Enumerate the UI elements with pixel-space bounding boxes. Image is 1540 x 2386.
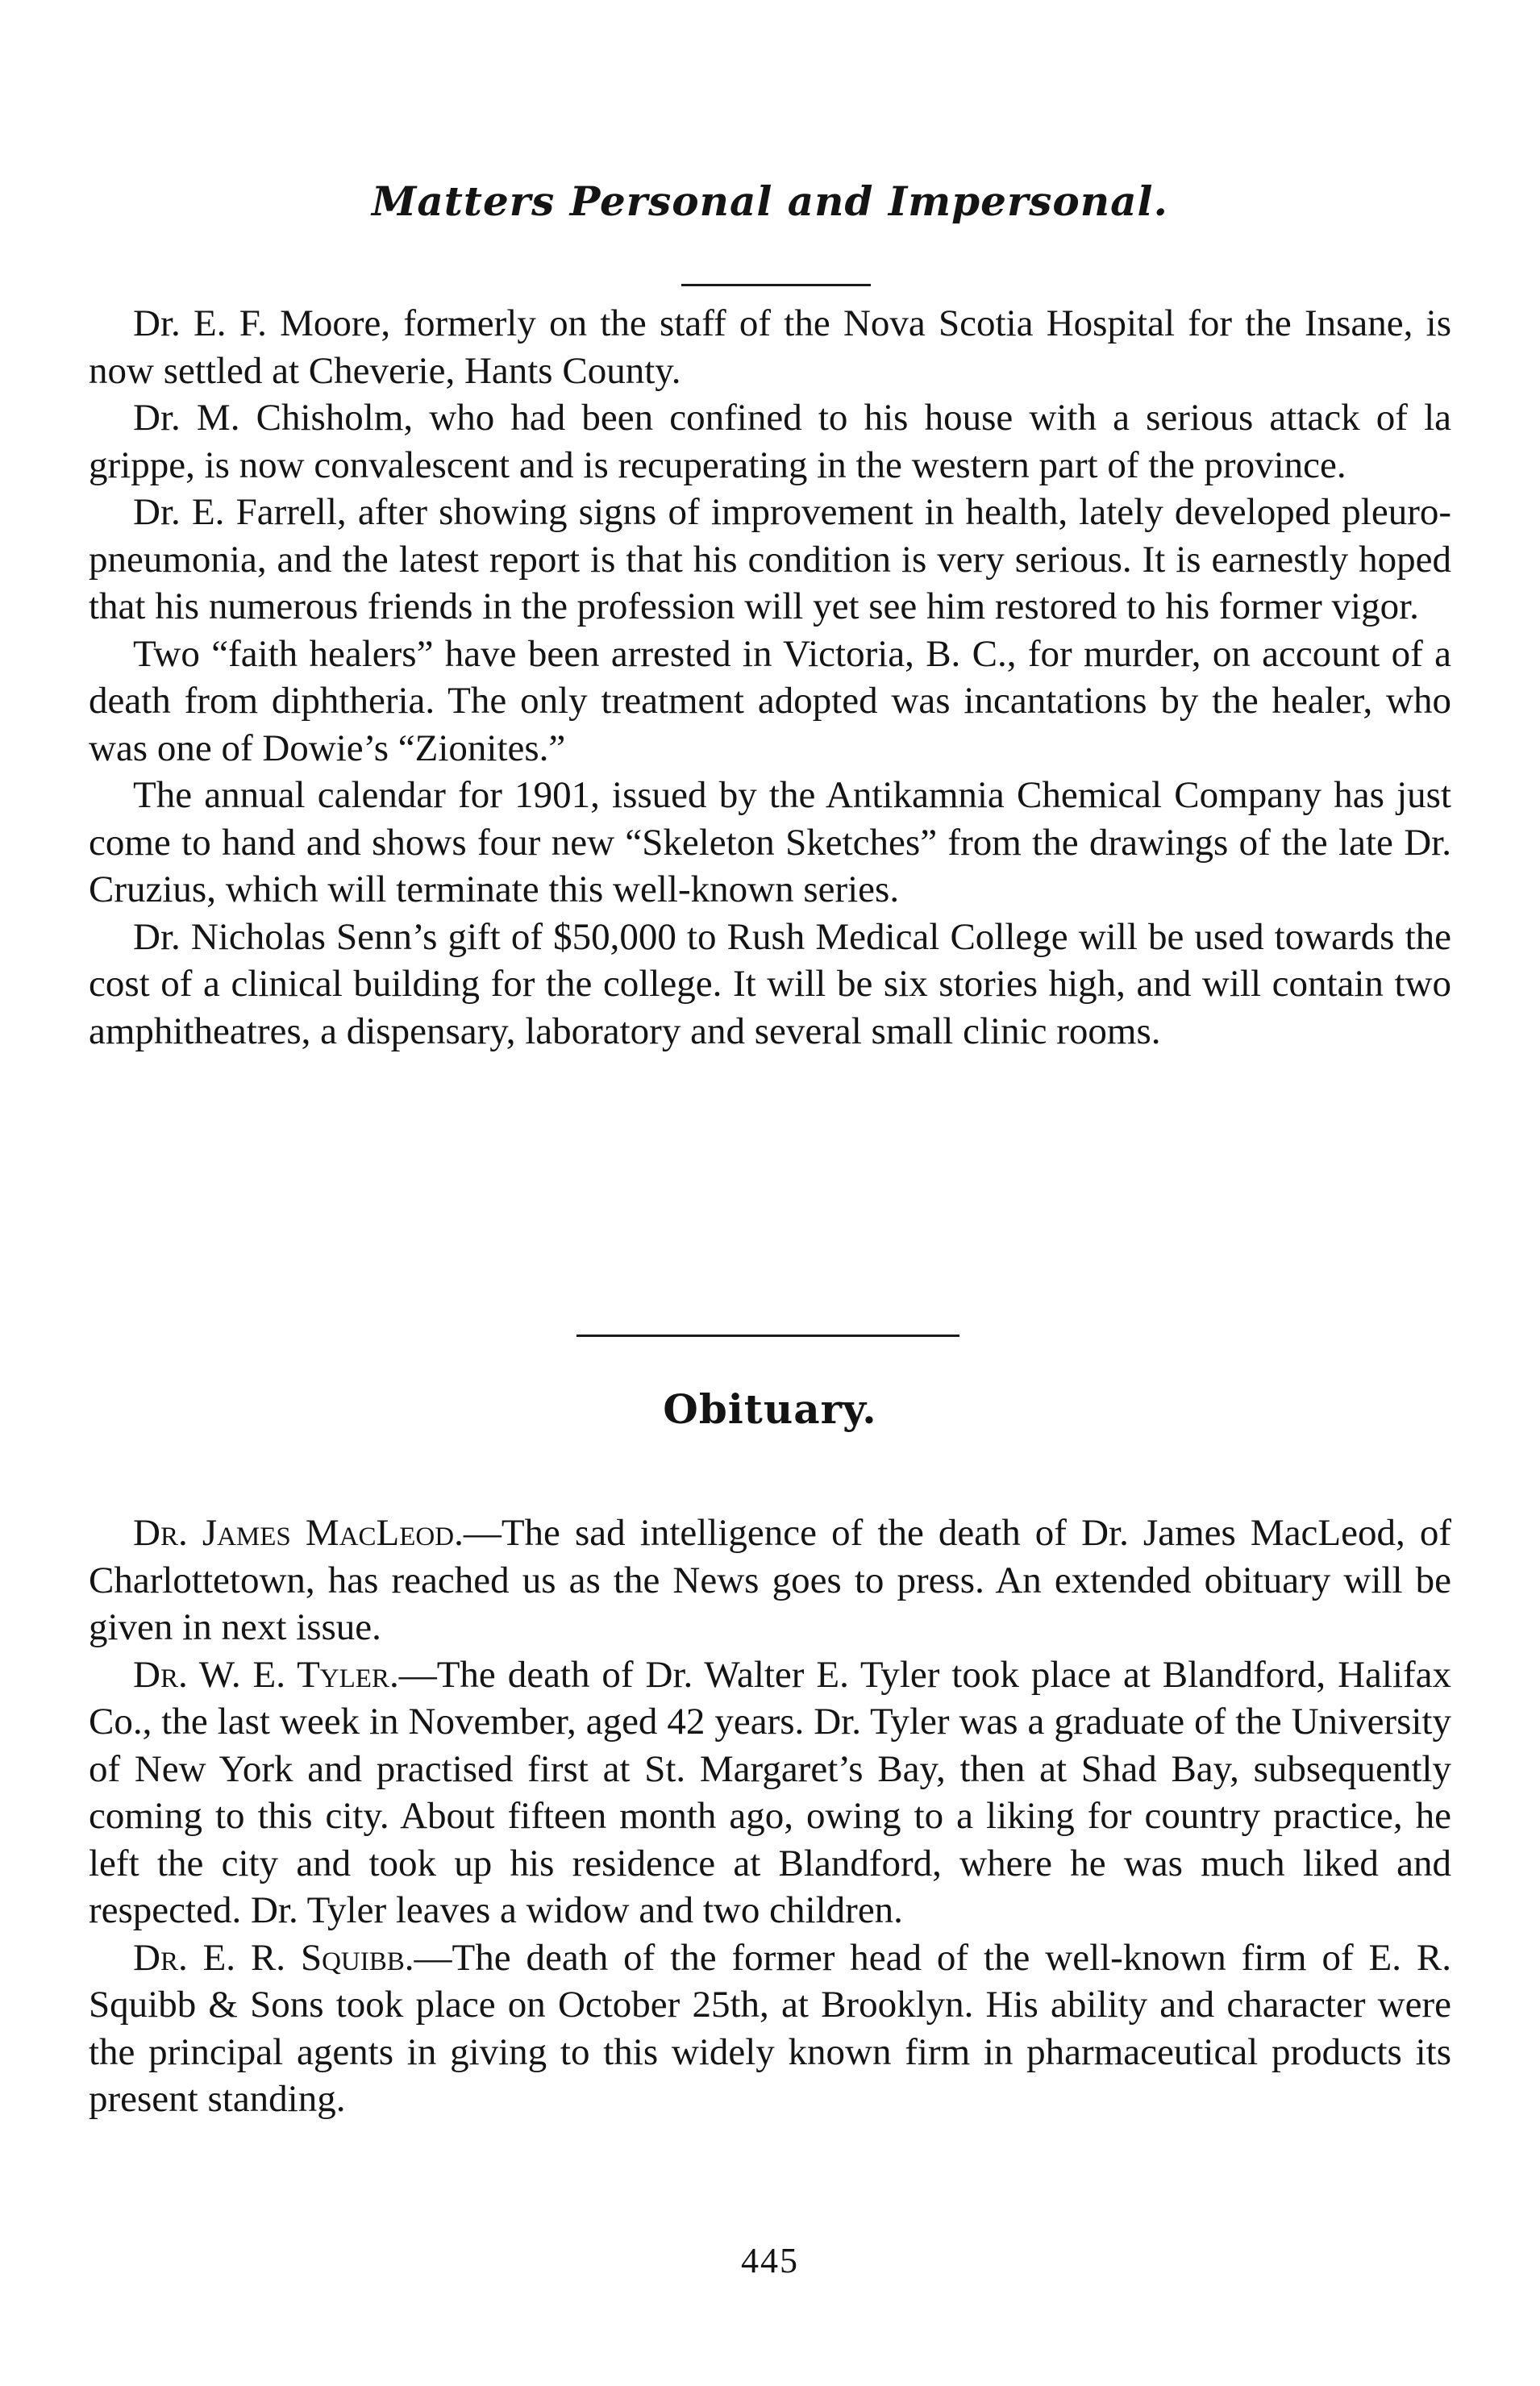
paragraph-senn: Dr. Nicholas Senn’s gift of $50,000 to Rush Medical College will be used towards the cost of a clinical building for the college. It will be six stories high, and will contain two amphitheatres, a dispensary, laboratory and several small clinic rooms. xyxy=(89,915,1451,1052)
obituary-name: Dr. E. R. Squibb. xyxy=(133,1936,414,1979)
obituary-name: Dr. W. E. Tyler. xyxy=(133,1653,399,1696)
section-divider xyxy=(576,1335,959,1337)
obituary-text: —The death of the former head of the well-known firm of E. R. Squibb & Sons took place on October 25th, at Brooklyn. His ability and character were the principal agents in giving to this widely known firm in pharmaceutical products its present standing. xyxy=(89,1936,1451,2120)
page-number: 445 xyxy=(741,2241,799,2280)
paragraph-antikamnia: The annual calendar for 1901, issued by the Antikamnia Chemical Company has just come to hand and shows four new “Skeleton Sketches” from the drawings of the late Dr. Cruzius, which will terminate this well-known series. xyxy=(89,774,1451,910)
obituary-text: —The death of Dr. Walter E. Tyler took place at Blandford, Halifax Co., the last week in November, aged 42 years. Dr. Tyler was a graduate of the University of New York and practised first at St. Margaret’s Bay, then at Shad Bay, subsequently coming to this city. About fifteen month ago, owing to a liking for country practice, he left the city and took up his residence at Blandford, where he was much liked and respected. Dr. Tyler leaves a widow and two children. xyxy=(89,1653,1451,1931)
obituary-entry-squibb xyxy=(89,1934,1451,2123)
paragraph-chisholm: Dr. M. Chisholm, who had been confined to his house with a serious attack of la grippe, is now convalescent and is recuperating in the western part of the province. xyxy=(89,397,1451,486)
section-personal-body xyxy=(89,300,1451,1055)
section-heading-obituary: Obituary. xyxy=(663,1385,877,1433)
paragraph-moore: Dr. E. F. Moore, formerly on the staff of the Nova Scotia Hospital for the Insane, is now settled at Cheverie, Hants County. xyxy=(89,302,1451,392)
obituary-text: —The sad intelligence of the death of Dr. James MacLeod, of Charlottetown, has reached us as the News goes to press. An extended obituary will be given in next issue. xyxy=(89,1512,1451,1648)
section-obituary-body xyxy=(89,1509,1451,2123)
obituary-entry-tyler xyxy=(89,1651,1451,1934)
obituary-entry-macleod xyxy=(89,1509,1451,1651)
paragraph-faith-healers: Two “faith healers” have been arrested in Victoria, B. C., for murder, on account of a death from diphtheria. The only treatment adopted was incantations by the healer, who was one of Dowie’s “Zionites.” xyxy=(89,632,1451,769)
paragraph-farrell: Dr. E. Farrell, after showing signs of improvement in health, lately developed pleuro-pneumonia, and the latest report is that his condition is very serious. It is earnestly hoped that his numerous friends in the profession will yet see him restored to his former vigor. xyxy=(89,491,1451,627)
obituary-name: Dr. James MacLeod. xyxy=(133,1512,464,1554)
journal-page xyxy=(89,0,1451,2386)
heading-divider xyxy=(681,284,871,286)
section-heading-personal: Matters Personal and Impersonal. xyxy=(372,177,1168,225)
